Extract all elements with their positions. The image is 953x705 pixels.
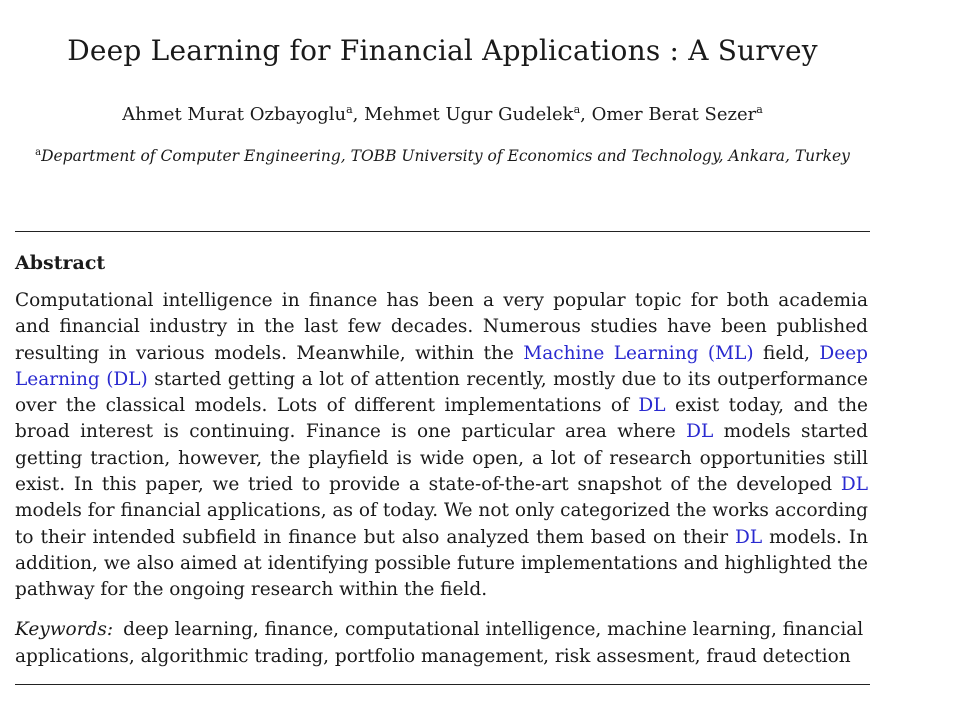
acronym-link[interactable]: DL [638, 395, 666, 417]
acronym-link[interactable]: DL [686, 421, 714, 443]
acronym-link[interactable]: DL [840, 474, 868, 496]
acronym-link[interactable]: Deep Learning (DL) [15, 342, 868, 390]
abstract-text: started getting a lot of attention recently, mostly due to its outperformance over the classical models. Lots of different implementations of [15, 368, 868, 417]
affiliation-mark: a [346, 103, 353, 116]
abstract-text: models. In addition, we also aimed at identifying possible future implementations and highlighted the pathway for the ongoing research within the field. [15, 526, 869, 601]
author-name: Mehmet Ugur Gudelek [364, 104, 574, 125]
abstract-text: models for financial applications, as of today. We not only categorized the works according to their intended subfield in finance but also analyzed them based on their [15, 500, 868, 548]
abstract-body [15, 288, 868, 604]
keywords [15, 616, 868, 670]
affiliation-mark: a [35, 147, 42, 158]
bottom-rule [15, 684, 870, 685]
author-name: Omer Berat Sezer [591, 104, 757, 125]
abstract-text: Computational intelligence in finance has been a very popular topic for both academia and financial industry in the last few decades. Numerous studies have been published resulting in various models. Meanwhile, within the [15, 290, 868, 364]
acronym-link[interactable]: Machine Learning (ML) [523, 342, 754, 364]
author-list [0, 103, 885, 125]
top-rule [15, 231, 870, 232]
affiliation-mark: a [756, 103, 763, 116]
affiliation-text: Department of Computer Engineering, TOBB University of Economics and Technology, Ankara, Turkey [41, 147, 850, 166]
affiliation-mark: a [573, 103, 581, 116]
keywords-label: Keywords: [15, 619, 114, 640]
abstract-text: exist today, and the broad interest is continuing. Finance is one particular area where [15, 395, 868, 443]
author-separator: , [580, 104, 592, 125]
abstract-text: field, [753, 342, 820, 364]
acronym-link[interactable]: DL [735, 526, 763, 548]
author-name: Ahmet Murat Ozbayoglu [122, 104, 347, 125]
abstract-heading: Abstract [15, 252, 106, 274]
abstract-text: models started getting traction, however, the playfield is wide open, a lot of research opportunities still exist. In this paper, we tried to provide a state-of-the-art snapshot of the developed [15, 421, 869, 496]
keywords-list: deep learning, finance, computational intelligence, machine learning, financial applications, algorithmic trading, portfolio management, risk assesment, fraud detection [15, 619, 864, 667]
affiliation [0, 147, 885, 165]
paper-title: Deep Learning for Financial Applications : A Survey [67, 34, 818, 67]
author-separator: , [352, 104, 365, 125]
